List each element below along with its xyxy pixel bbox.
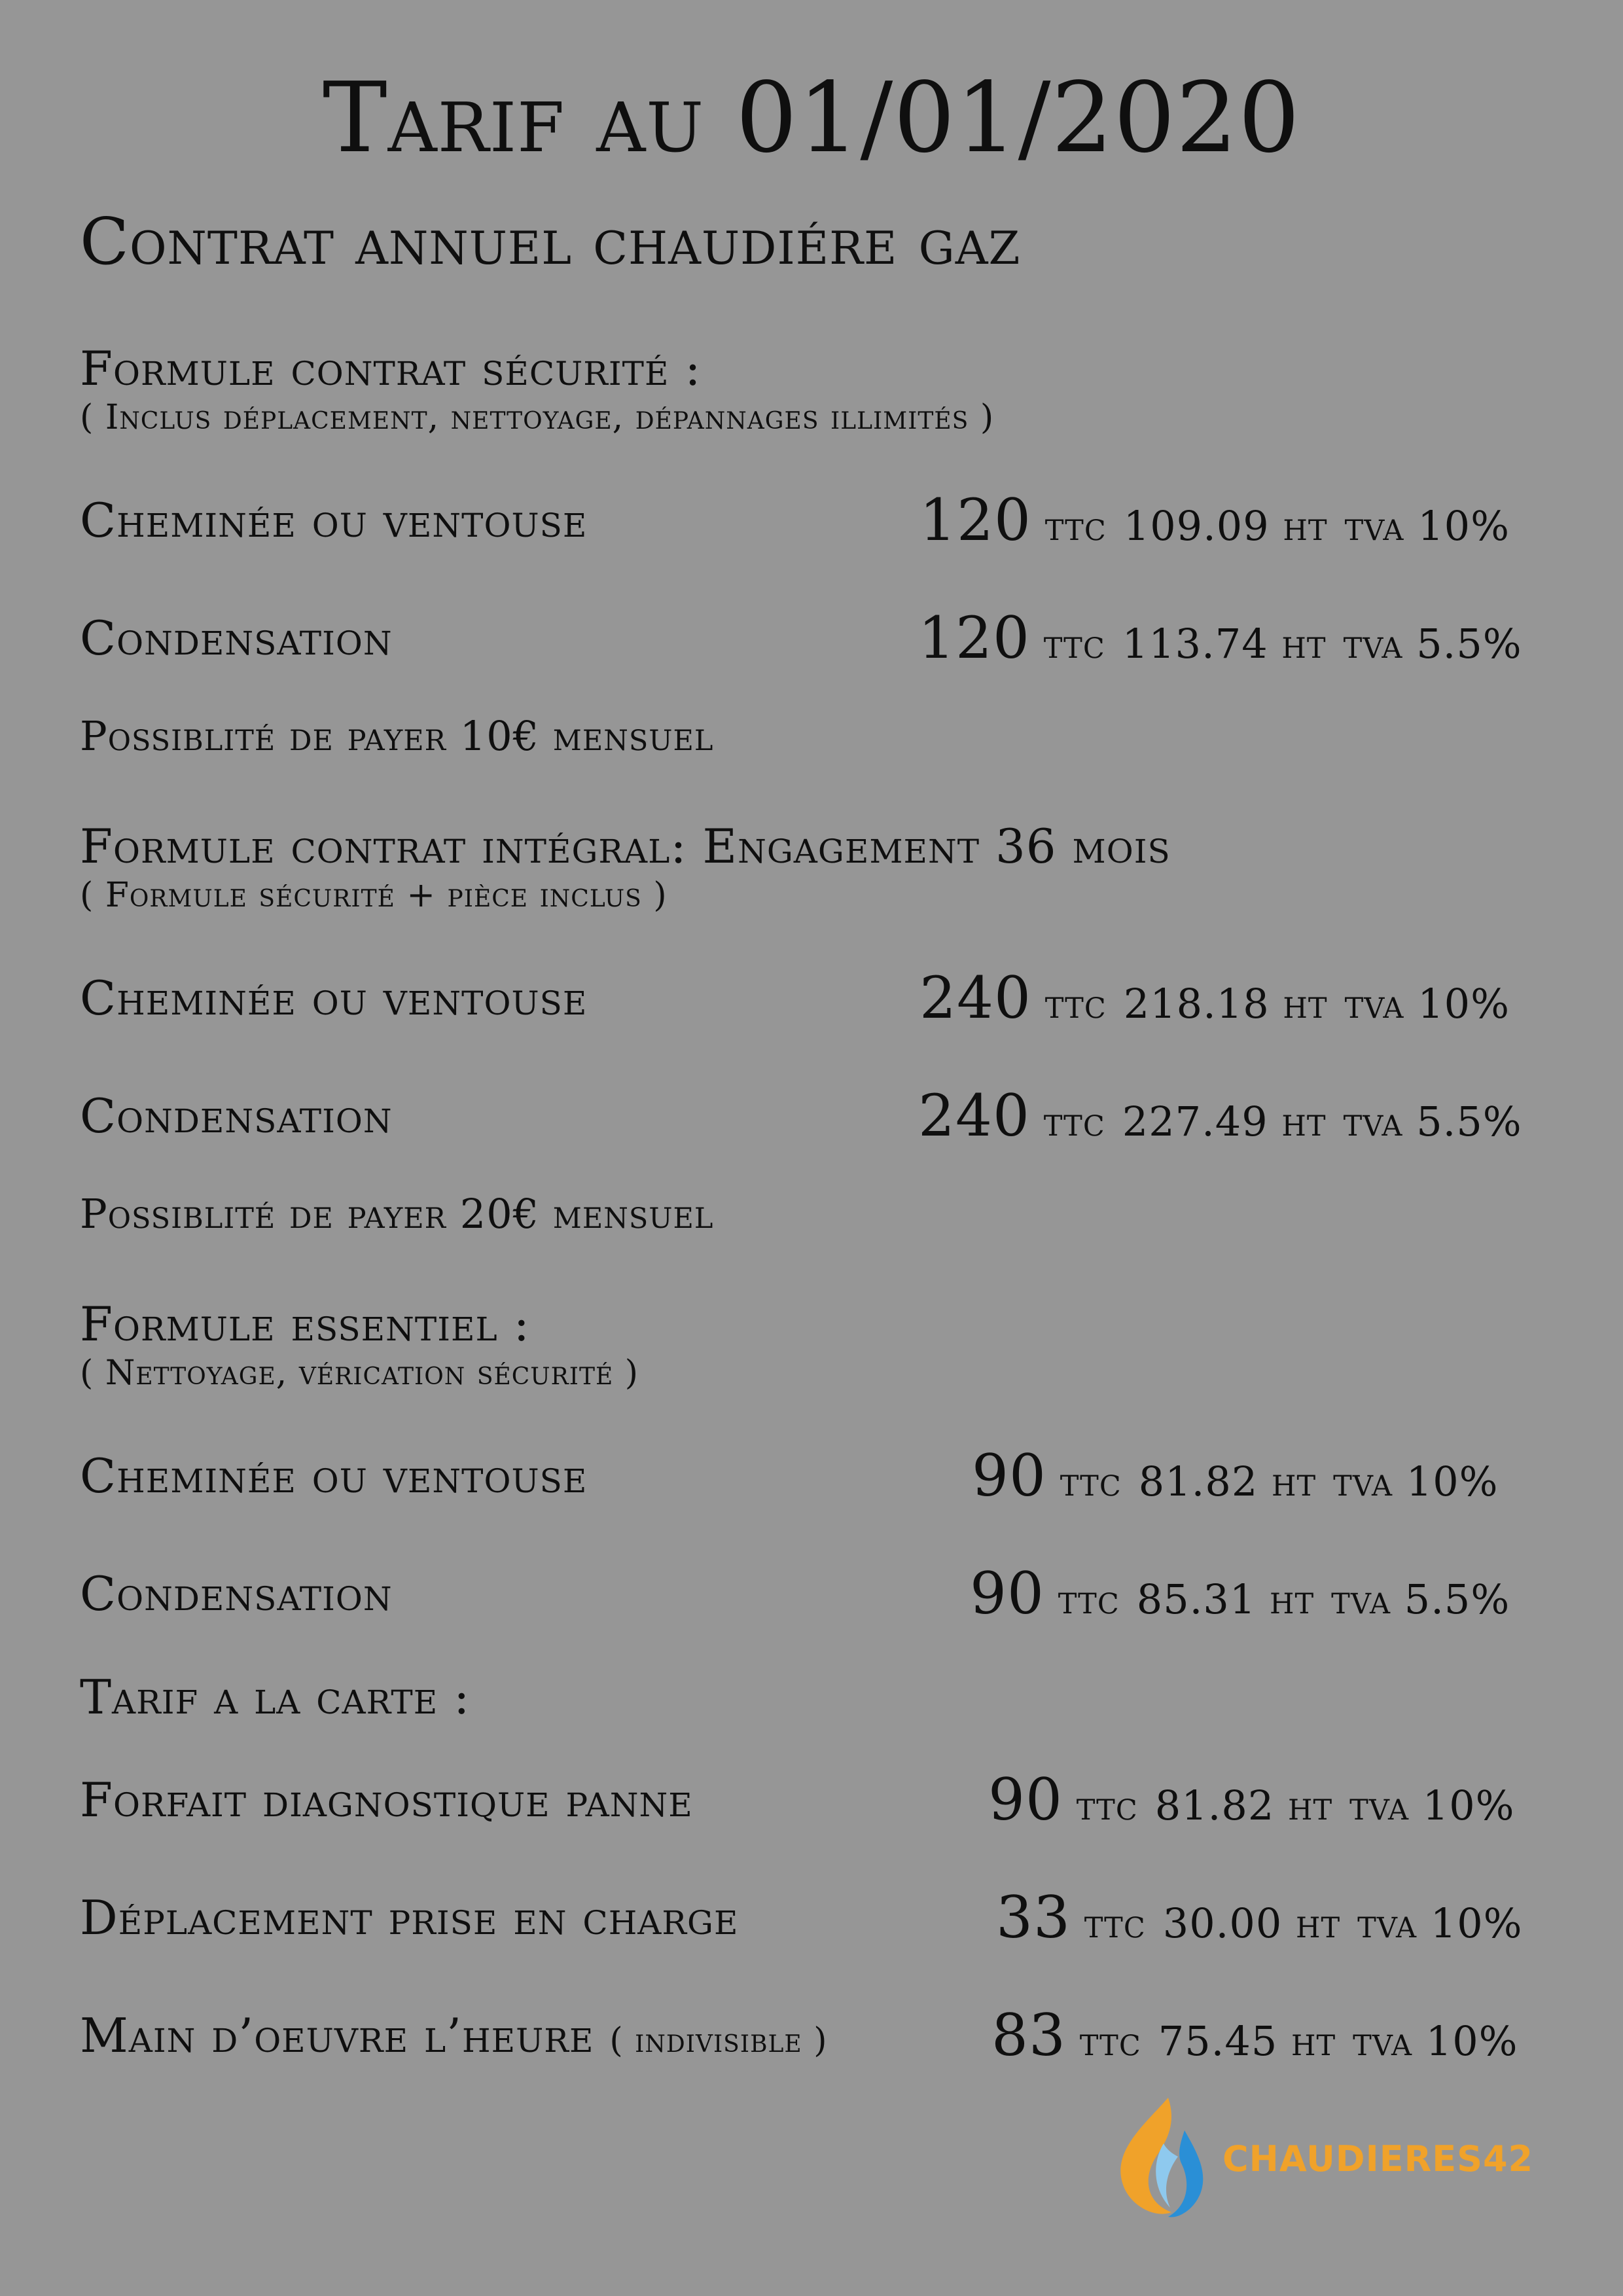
- price-ttc: 33: [996, 1884, 1071, 1951]
- price-ht: 30.00: [1162, 1899, 1283, 1947]
- price-ttc: 120: [918, 604, 1030, 672]
- payment-note: Possiblité de payer 20€ mensuel: [80, 1190, 714, 1238]
- logo: [1106, 2091, 1534, 2222]
- price-row: 90 ttc 81.82 ht tva 10%: [972, 1442, 1499, 1509]
- row-label-text: Main d’oeuvre l’heure: [80, 2008, 594, 2063]
- price-ttc: 120: [919, 486, 1031, 554]
- price-tva: 10%: [1422, 1782, 1515, 1829]
- row-label: Cheminée ou ventouse: [80, 493, 588, 548]
- page-subtitle: Contrat annuel chaudiére gaz: [80, 205, 1021, 279]
- row-label: [80, 2006, 828, 2070]
- section-heading-securite: Formule contrat sécurité :: [80, 341, 702, 396]
- row-label: Cheminée ou ventouse: [80, 971, 588, 1026]
- price-row: 120 ttc 113.74 ht tva 5.5%: [918, 604, 1522, 672]
- section-note-essentiel: ( Nettoyage, vérication sécurité ): [80, 1354, 639, 1393]
- row-label: Condensation: [80, 1088, 393, 1143]
- price-row: 120 ttc 109.09 ht tva 10%: [919, 486, 1510, 554]
- price-ht: 81.82: [1154, 1782, 1275, 1829]
- section-heading-essentiel: Formule essentiel :: [80, 1297, 530, 1352]
- price-tva: 10%: [1418, 980, 1510, 1028]
- price-tva: 5.5%: [1404, 1575, 1510, 1623]
- logo-text: CHAUDIERES42: [1222, 2138, 1534, 2179]
- page-title: Tarif au 01/01/2020: [322, 62, 1301, 174]
- price-tva: 10%: [1418, 502, 1510, 550]
- price-ttc: 83: [991, 2001, 1066, 2069]
- flame-icon: [1106, 2091, 1217, 2222]
- price-ht: 113.74: [1122, 620, 1268, 668]
- section-heading-carte: Tarif a la carte :: [80, 1670, 471, 1725]
- price-ttc: 240: [919, 964, 1031, 1031]
- row-label: Condensation: [80, 1566, 393, 1621]
- price-tva: 10%: [1425, 2017, 1518, 2065]
- price-ttc: 90: [988, 1766, 1063, 1833]
- price-ht: 85.31: [1136, 1575, 1257, 1623]
- price-ht: 109.09: [1123, 502, 1270, 550]
- price-row: 90 ttc 85.31 ht tva 5.5%: [970, 1560, 1510, 1627]
- price-row: 33 ttc 30.00 ht tva 10%: [996, 1884, 1523, 1951]
- price-tva: 10%: [1406, 1458, 1499, 1505]
- price-ht: 227.49: [1122, 1098, 1268, 1145]
- section-heading-integral: Formule contrat intégral: Engagement 36 mois: [80, 819, 1171, 874]
- price-tva: 10%: [1430, 1899, 1523, 1947]
- price-ht: 218.18: [1123, 980, 1270, 1028]
- row-label: Forfait diagnostique panne: [80, 1772, 693, 1827]
- price-row: 90 ttc 81.82 ht tva 10%: [988, 1766, 1515, 1833]
- price-tva: 5.5%: [1416, 620, 1522, 668]
- price-ttc: 90: [970, 1560, 1044, 1627]
- price-row: 240 ttc 218.18 ht tva 10%: [919, 964, 1510, 1031]
- payment-note: Possiblité de payer 10€ mensuel: [80, 712, 714, 760]
- row-label-suffix: ( indivisible ): [609, 2021, 828, 2060]
- price-ht: 75.45: [1158, 2017, 1278, 2065]
- price-row: 240 ttc 227.49 ht tva 5.5%: [918, 1082, 1522, 1149]
- price-ht: 81.82: [1138, 1458, 1258, 1505]
- row-label: Déplacement prise en charge: [80, 1890, 739, 1945]
- row-label: Cheminée ou ventouse: [80, 1448, 588, 1503]
- price-ttc: 90: [972, 1442, 1046, 1509]
- section-note-integral: ( Formule sécurité + pièce inclus ): [80, 876, 668, 915]
- price-row: 83 ttc 75.45 ht tva 10%: [991, 2001, 1518, 2069]
- price-ttc: 240: [918, 1082, 1030, 1149]
- row-label: Condensation: [80, 611, 393, 666]
- section-note-securite: ( Inclus déplacement, nettoyage, dépannages illimités ): [80, 398, 995, 437]
- price-tva: 5.5%: [1416, 1098, 1522, 1145]
